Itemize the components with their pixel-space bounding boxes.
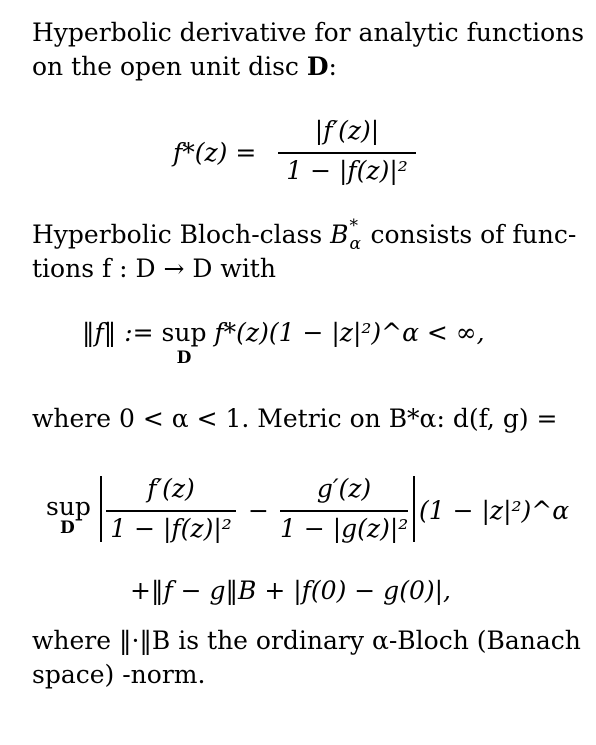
- formula-derivative-numerator: |f′(z)|: [314, 116, 380, 145]
- formula-hyperbolic-derivative: [0, 112, 596, 192]
- formula-metric-tail: (1 − |z|²)^α: [419, 496, 570, 525]
- bloch-class-scripts: [349, 216, 363, 254]
- formula-norm: [0, 318, 596, 378]
- abs-bar-right: [413, 476, 415, 542]
- formula-norm-sup-label: sup: [161, 318, 207, 347]
- formula-metric: [0, 470, 596, 550]
- formula-metric-fraction-g: [280, 470, 408, 550]
- intro-line-2-prefix: on the open unit disc: [32, 52, 307, 81]
- metric-intro-line: where 0 < α < 1. Metric on B*α: d(f, g) =: [32, 404, 558, 433]
- formula-metric-fraction-f: [106, 470, 236, 550]
- intro-line-2: [32, 50, 572, 84]
- bloch-class-superscript: *: [349, 216, 359, 236]
- formula-metric-fraction-g-denominator: 1 − |g(z)|²: [280, 514, 409, 543]
- formula-derivative-lhs: f*(z) =: [173, 138, 257, 167]
- formula-norm-rhs: f*(z)(1 − |z|²)^α < ∞,: [206, 318, 485, 347]
- metric-intro-paragraph: [32, 402, 572, 436]
- outro-paragraph: [32, 624, 581, 692]
- formula-metric-sup-sub: D: [60, 518, 75, 538]
- formula-metric-fraction-f-numerator: f′(z): [147, 474, 195, 503]
- formula-norm-expression: [82, 318, 485, 368]
- bloch-class-paragraph: [32, 216, 577, 286]
- formula-metric-fraction-f-denominator: 1 − |f(z)|²: [110, 514, 232, 543]
- formula-metric-fraction-g-numerator: g′(z): [316, 474, 372, 503]
- outro-line-1: where ‖·‖B is the ordinary α-Bloch (Banach: [32, 626, 581, 655]
- formula-derivative-fraction: [278, 112, 416, 192]
- formula-derivative-denominator: 1 − |f(z)|²: [286, 156, 408, 185]
- bloch-line-1-prefix: Hyperbolic Bloch-class: [32, 220, 331, 249]
- formula-metric-sup-label: sup: [46, 492, 91, 521]
- formula-metric-continuation: +‖f − g‖B + |f(0) − g(0)|,: [130, 576, 451, 605]
- formula-metric-minus: −: [248, 496, 269, 525]
- formula-norm-sup-sub: D: [176, 348, 192, 368]
- formula-norm-sup: [161, 318, 207, 368]
- bloch-line-1-suffix: consists of func-: [362, 220, 577, 249]
- abs-bar-left: [100, 476, 102, 542]
- unit-disc-symbol: D: [306, 52, 329, 81]
- intro-line-2-suffix: :: [328, 52, 337, 81]
- bloch-line-1: [32, 216, 577, 254]
- intro-paragraph: [32, 16, 585, 84]
- fraction-bar: [106, 510, 236, 512]
- formula-norm-lhs: ‖f‖ :=: [82, 318, 162, 347]
- intro-line-1: Hyperbolic derivative for analytic functions: [32, 18, 585, 47]
- fraction-bar: [278, 152, 416, 154]
- bloch-line-2: tions f : D → D with: [32, 254, 276, 283]
- outro-line-2: space) -norm.: [32, 660, 206, 689]
- fraction-bar: [280, 510, 408, 512]
- bloch-class-symbol: B: [330, 220, 349, 249]
- bloch-class-subscript: α: [349, 234, 362, 254]
